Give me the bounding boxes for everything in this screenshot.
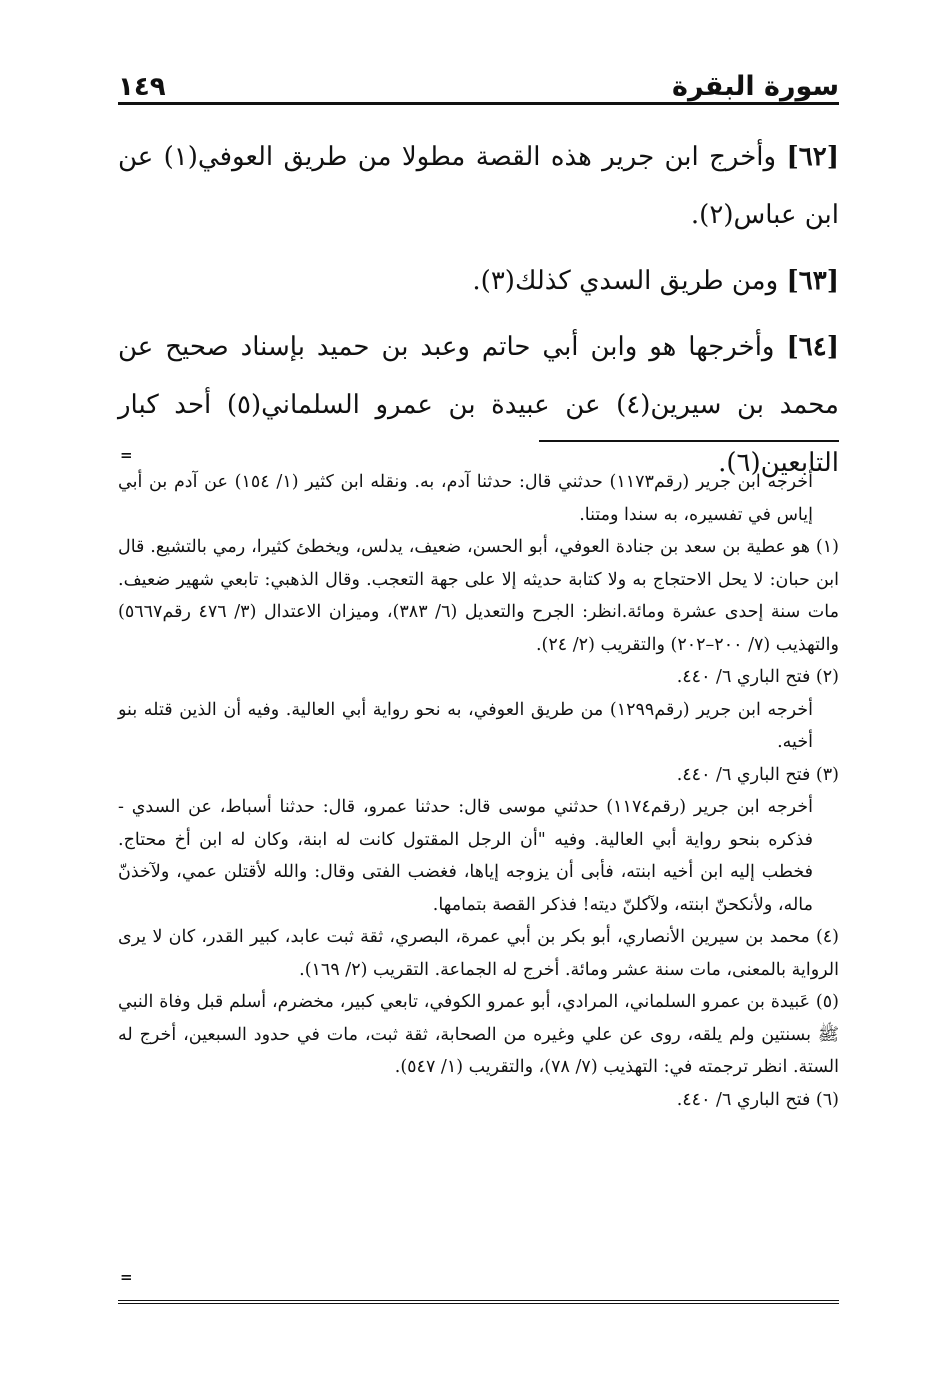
footnote-continuation: أخرجه ابن جرير (رقم١١٧٣) حدثني قال: حدثنا آدم، به. ونقله ابن كثير (١/ ١٥٤) عن آدم بن أبي إياس في تفسيره، به سندا ومتنا. xyxy=(118,472,813,525)
narration-62 xyxy=(118,128,839,244)
continuation-mark-bottom: = xyxy=(120,1268,133,1286)
narration-number: [٦٣] xyxy=(786,266,839,296)
header-rule xyxy=(118,102,839,105)
narration-text: وأخرج ابن جرير هذه القصة مطولا من طريق العوفي(١) عن ابن عباس(٢). xyxy=(118,142,839,230)
main-text xyxy=(118,128,839,500)
footnote-4: (٤) محمد بن سيرين الأنصاري، أبو بكر بن أبي عمرة، البصري، ثقة ثبت عابد، كبير القدر، كان لا يرى الرواية بالمعنى، مات سنة عشر ومائة. أخرج له الجماعة. التقريب (٢/ ١٦٩). xyxy=(118,927,839,980)
footnotes xyxy=(118,466,839,1116)
page-number: ١٤٩ xyxy=(118,72,166,102)
footnote-separator xyxy=(539,440,839,442)
footnote-2: (٢) فتح الباري ٦/ ٤٤٠. xyxy=(676,667,839,687)
continuation-mark-top: = xyxy=(120,446,133,464)
page-header xyxy=(118,58,839,102)
footnote-3: (٣) فتح الباري ٦/ ٤٤٠. xyxy=(676,764,839,785)
narration-text: ومن طريق السدي كذلك(٣). xyxy=(472,266,779,296)
footnote-3-detail: أخرجه ابن جرير (رقم١١٧٤) حدثني موسى قال: حدثنا عمرو، قال: حدثنا أسباط، عن السدي - فذكره بنحو رواية أبي العالية. وفيه "أن الرجل المقتول كانت له ابنة، وكان له ابن أخ محتاج. فخطب إليه ابن أخيه ابنته، فأبى أن يزوجه إياها، فغضب الفتى وقال: والله لأقتلن عمي، ولآخذنّ ماله، ولأنكحنّ ابنته، ولآكلنّ ديته! فذكر القصة بتمامها. xyxy=(118,797,813,915)
surah-title: سورة البقرة xyxy=(672,71,839,102)
narration-number: [٦٢] xyxy=(786,142,840,172)
footnote-6: (٦) فتح الباري ٦/ ٤٤٠. xyxy=(676,1089,839,1110)
narration-number: [٦٤] xyxy=(786,332,840,362)
footnote-5: (٥) عَبيدة بن عمرو السلماني، المرادي، أبو عمرو الكوفي، تابعي كبير، مخضرم، أسلم قبل وفاة النبي ﷺ بسنتين ولم يلقه، روى عن علي وغيره من الصحابة، ثقة ثبت، مات في حدود السبعين، أخرج له الستة. انظر ترجمته في: التهذيب (٧/ ٧٨)، والتقريب (١/ ٥٤٧). xyxy=(118,992,839,1077)
narration-63 xyxy=(118,252,839,310)
narration-text: وأخرجها هو وابن أبي حاتم وعبد بن حميد بإسناد صحيح عن محمد بن سيرين(٤) عن عبيدة بن عمرو السلماني(٥) أحد كبار التابعين(٦). xyxy=(118,332,839,478)
footnote-2-detail: أخرجه ابن جرير (رقم١٢٩٩) من طريق العوفي، به نحو رواية أبي العالية. وفيه أن الذين قتله بنو أخيه. xyxy=(118,699,813,752)
footnote-1: (١) هو عطية بن سعد بن جنادة العوفي، أبو الحسن، ضعيف، يدلس، ويخطئ كثيرا، رمي بالتشيع. قال ابن حبان: لا يحل الاحتجاج به ولا كتابة حديثه إلا على جهة التعجب. وقال الذهبي: تابعي شهير ضعيف. مات سنة إحدى عشرة ومائة.انظر: الجرح والتعديل (٦/ ٣٨٣)، وميزان الاعتدال (٣/ ٤٧٦ رقم٥٦٦٧) والتهذيب (٧/ ٢٠٠–٢٠٢) والتقريب (٢/ ٢٤). xyxy=(118,537,839,655)
footer-rule xyxy=(118,1300,839,1308)
